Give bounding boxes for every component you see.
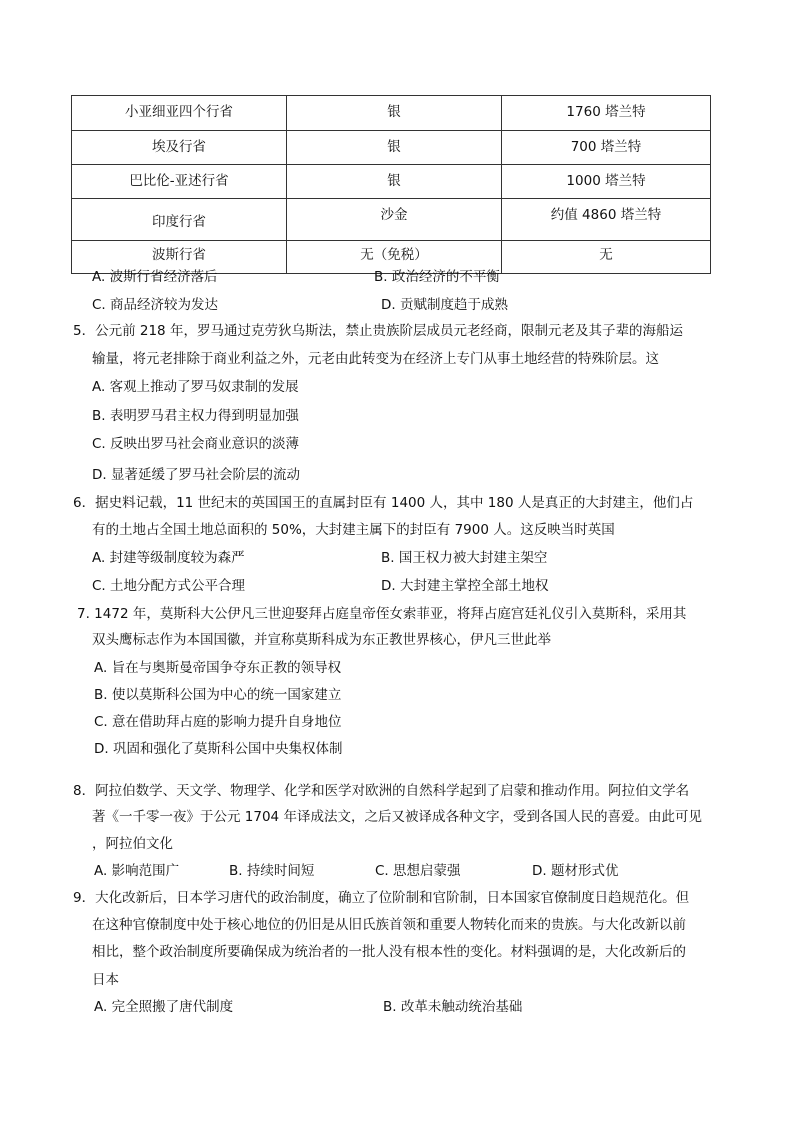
table-cell: 埃及行省 <box>72 131 287 165</box>
q7-stem-line-2: 双头鹰标志作为本国国徽，并宣称莫斯科成为东正教世界核心，伊凡三世此举 <box>92 632 551 648</box>
q7-option-a: A. 旨在与奥斯曼帝国争夺东正教的领导权 <box>94 660 342 676</box>
table-cell: 银 <box>287 131 502 165</box>
table-cell: 无（免税） <box>287 241 502 274</box>
q5-option-a: A. 客观上推动了罗马奴隶制的发展 <box>92 379 299 395</box>
table-row <box>72 199 711 241</box>
q5-option-d: D. 显著延缓了罗马社会阶层的流动 <box>92 467 300 483</box>
tribute-table <box>71 95 711 274</box>
q6-option-a: A. 封建等级制度较为森严 <box>92 550 245 566</box>
table-cell: 700 塔兰特 <box>502 131 711 165</box>
q6-option-b: B. 国王权力被大封建主架空 <box>381 550 548 566</box>
q4-option-b: B. 政治经济的不平衡 <box>374 269 500 285</box>
table-cell: 沙金 <box>287 199 502 241</box>
table-row <box>72 96 711 131</box>
q5-option-b: B. 表明罗马君主权力得到明显加强 <box>92 408 299 424</box>
q8-option-a: A. 影响范围广 <box>94 863 180 879</box>
q7-option-c: C. 意在借助拜占庭的影响力提升自身地位 <box>94 714 342 730</box>
table-cell: 印度行省 <box>72 199 287 241</box>
q8-stem-line-1: 8．阿拉伯数学、天文学、物理学、化学和医学对欧洲的自然科学起到了启蒙和推动作用。阿拉伯文学名 <box>73 783 690 799</box>
q6-stem-line-2: 有的土地占全国土地总面积的 50%，大封建主属下的封臣有 7900 人。这反映当时英国 <box>92 522 615 538</box>
q4-option-a: A. 波斯行省经济落后 <box>92 269 218 285</box>
q8-stem-line-2: 著《一千零一夜》于公元 1704 年译成法文，之后又被译成各种文字，受到各国人民的喜爱。由此可见 <box>92 809 702 825</box>
table-cell: 1000 塔兰特 <box>502 165 711 199</box>
q9-stem-line-2: 在这种官僚制度中处于核心地位的仍旧是从旧氏族首领和重要人物转化而来的贵族。与大化改新以前 <box>92 917 686 933</box>
q6-option-d: D. 大封建主掌控全部土地权 <box>381 578 549 594</box>
q9-option-a: A. 完全照搬了唐代制度 <box>94 999 234 1015</box>
q5-stem-line-1: 5．公元前 218 年，罗马通过克劳狄乌斯法，禁止贵族阶层成员元老经商，限制元老及其子辈的海船运 <box>73 323 683 339</box>
table-cell: 波斯行省 <box>72 241 287 274</box>
q4-option-d: D. 贡赋制度趋于成熟 <box>381 297 508 313</box>
q6-option-c: C. 土地分配方式公平合理 <box>92 578 246 594</box>
q8-stem-line-3: ，阿拉伯文化 <box>92 836 173 852</box>
q9-stem-line-4: 日本 <box>92 972 119 988</box>
q8-option-c: C. 思想启蒙强 <box>375 863 461 879</box>
q8-option-b: B. 持续时间短 <box>229 863 315 879</box>
q5-stem-line-2: 输量，将元老排除于商业利益之外，元老由此转变为在经济上专门从事土地经营的特殊阶层。这 <box>92 351 659 367</box>
table-cell: 银 <box>287 96 502 131</box>
table-cell: 巴比伦-亚述行省 <box>72 165 287 199</box>
q7-option-d: D. 巩固和强化了莫斯科公国中央集权体制 <box>94 741 343 757</box>
q8-option-d: D. 题材形式优 <box>532 863 619 879</box>
table-row <box>72 131 711 165</box>
table-cell: 无 <box>502 241 711 274</box>
q6-stem-line-1: 6．据史料记载，11 世纪末的英国国王的直属封臣有 1400 人，其中 180 人是真正的大封建主，他们占 <box>73 495 694 511</box>
q9-stem-line-1: 9．大化改新后，日本学习唐代的政治制度，确立了位阶制和官阶制，日本国家官僚制度日趋规范化。但 <box>73 890 690 906</box>
q7-option-b: B. 使以莫斯科公国为中心的统一国家建立 <box>94 687 342 703</box>
q4-option-c: C. 商品经济较为发达 <box>92 297 219 313</box>
q9-stem-line-3: 相比，整个政治制度所要确保成为统治者的一批人没有根本性的变化。材料强调的是，大化改新后的 <box>92 944 686 960</box>
table-cell: 约值 4860 塔兰特 <box>502 199 711 241</box>
table-cell: 1760 塔兰特 <box>502 96 711 131</box>
q9-option-b: B. 改革未触动统治基础 <box>383 999 523 1015</box>
table-cell: 银 <box>287 165 502 199</box>
table-row <box>72 165 711 199</box>
table-cell: 小亚细亚四个行省 <box>72 96 287 131</box>
q5-option-c: C. 反映出罗马社会商业意识的淡薄 <box>92 436 300 452</box>
q7-stem-line-1: 7. 1472 年，莫斯科大公伊凡三世迎娶拜占庭皇帝侄女索菲亚，将拜占庭宫廷礼仪引入莫斯科，采用其 <box>77 606 687 622</box>
